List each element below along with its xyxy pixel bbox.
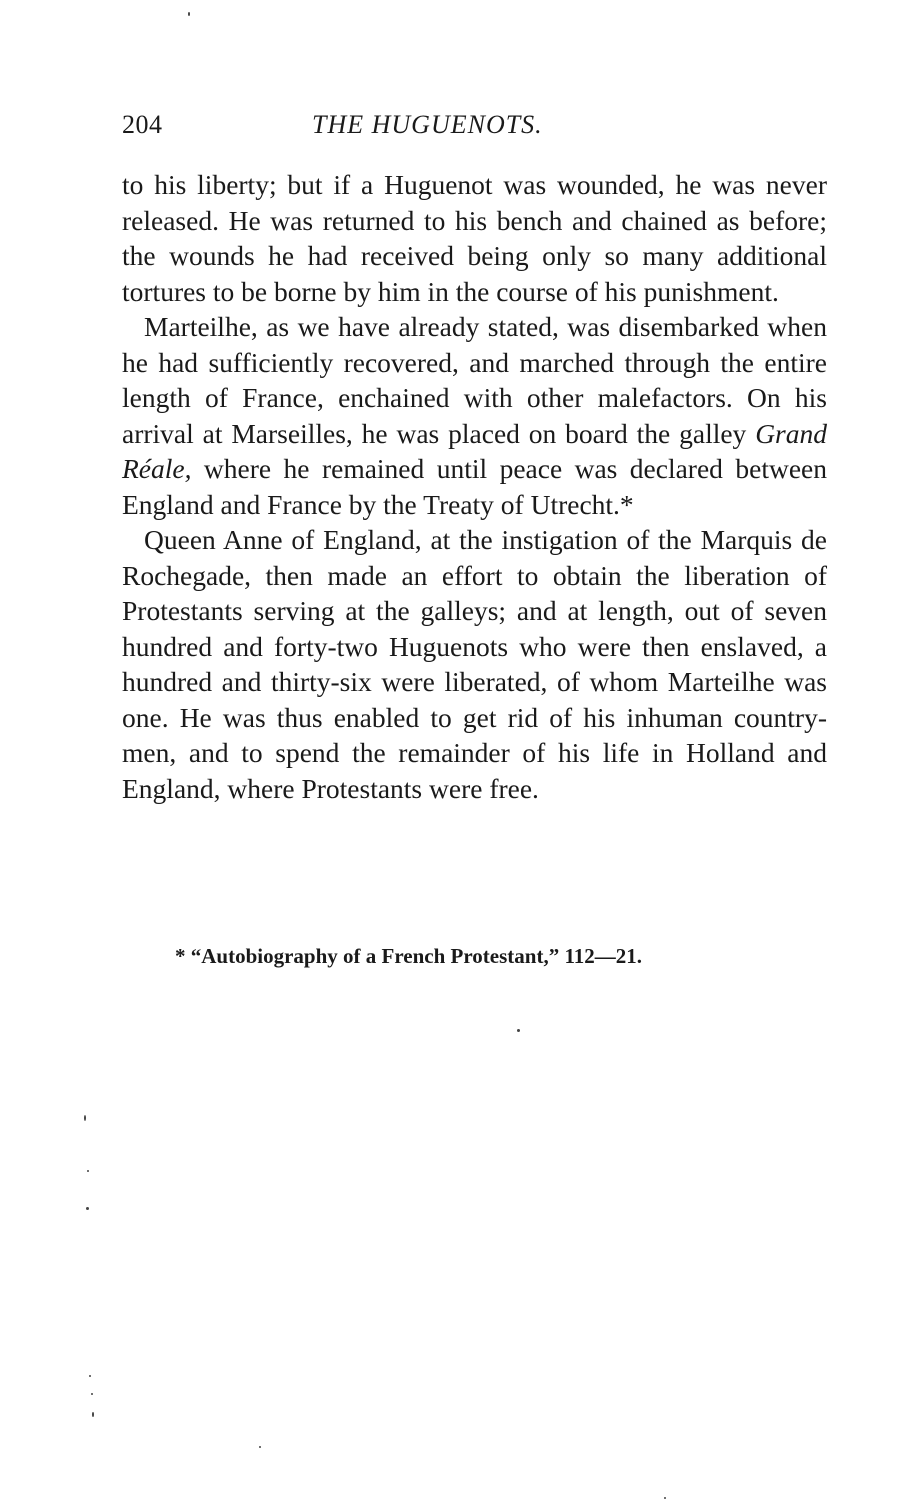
scan-speck bbox=[664, 1497, 666, 1499]
paragraph-3-text: Queen Anne of England, at the instigation of the Marquis de Rochegade, then made an effort to obtain the liberation of Protestants serving at the galleys; and at length, out of seven hundred and forty-two Huguenots who were then enslaved, a hundred and thirty-six were liberated, of whom Marteilhe was one. He was thus enabled to get rid of his inhuman country-men, and to spend the remainder of his life in Holland and England, where Protestants were free. bbox=[122, 524, 827, 804]
paragraph-2-text-b: where he remained until peace was declared between England and France by the Treaty of Utrecht.* bbox=[122, 453, 827, 520]
scan-speck bbox=[89, 1375, 91, 1377]
paragraph-3 bbox=[122, 522, 827, 806]
page-header bbox=[122, 110, 827, 150]
scan-speck bbox=[517, 1029, 520, 1032]
footnote: * “Autobiography of a French Protestant,” 112—21. bbox=[175, 944, 643, 968]
scan-speck bbox=[92, 1412, 94, 1417]
paragraph-2 bbox=[122, 309, 827, 522]
scan-speck bbox=[86, 1207, 89, 1210]
galley-name: Grand Réale, bbox=[122, 417, 827, 484]
scan-speck bbox=[259, 1446, 261, 1448]
page-number: 204 bbox=[122, 110, 163, 139]
running-head: THE HUGUENOTS. bbox=[312, 110, 543, 139]
scan-speck bbox=[188, 12, 190, 16]
paragraph-2-text-a: Marteilhe, as we have already stated, was disembarked when he had sufficiently recovered, and marched through the entire length of France, enchained with other malefactors. On his arrival at Marseilles, he was placed on board the galley bbox=[122, 311, 827, 449]
scan-speck bbox=[87, 1170, 89, 1172]
scan-speck bbox=[84, 1115, 86, 1121]
scan-speck bbox=[91, 1393, 93, 1395]
body-text bbox=[122, 167, 827, 806]
paragraph-1-text: to his liberty; but if a Huguenot was wounded, he was never released. He was returned to his bench and chained as before; the wounds he had received being only so many additional tortures to be borne by him in the course of his punishment. bbox=[122, 169, 827, 307]
paragraph-1 bbox=[122, 167, 827, 309]
